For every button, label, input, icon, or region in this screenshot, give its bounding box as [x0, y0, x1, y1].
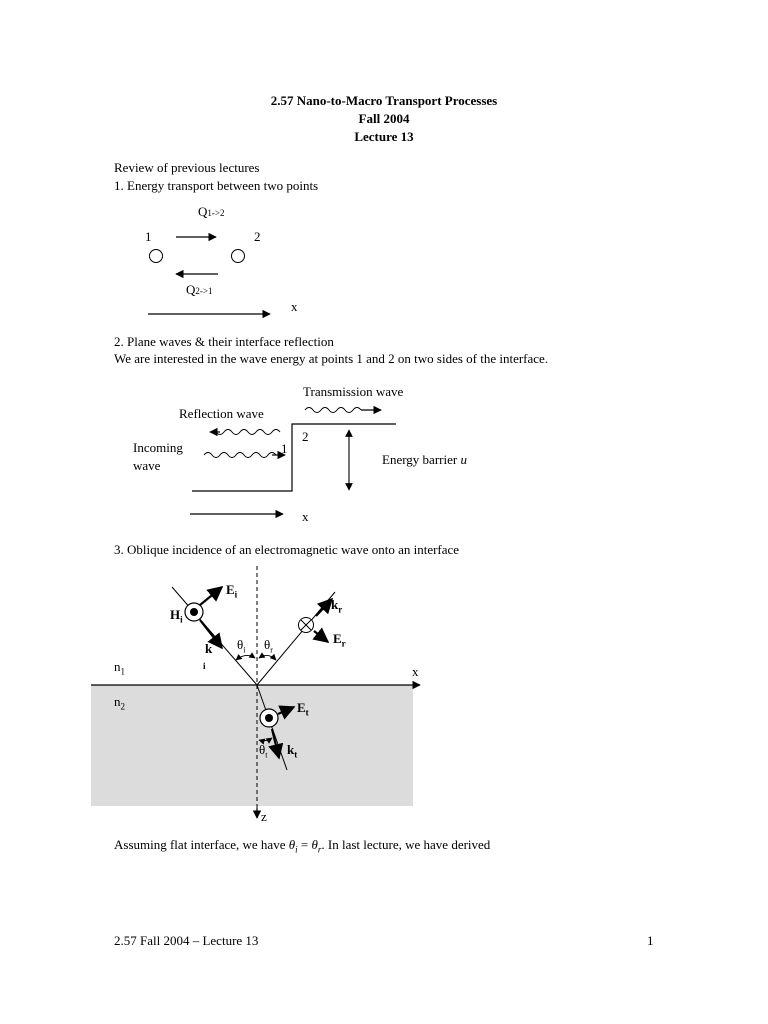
label-Ei: $E_i$ [226, 582, 238, 600]
section2-text: We are interested in the wave energy at points 1 and 2 on two sides of the interface. [114, 351, 549, 366]
label-point2-wave: 2 [302, 429, 309, 444]
label-theta-r: $\theta_r$ [264, 637, 273, 655]
medium-n2-region [91, 685, 413, 806]
theta-r-arc [259, 655, 276, 660]
title-line-lecture: Lecture 13 [354, 129, 414, 144]
label-Er: $E_r$ [333, 631, 346, 649]
label-z-axis: z [261, 809, 267, 824]
label-q12: Q1->2 [198, 204, 225, 219]
incident-ray [172, 587, 257, 685]
label-point2: 2 [254, 229, 261, 244]
section3-heading: 3. Oblique incidence of an electromagnetic wave onto an interface [114, 542, 460, 557]
label-incoming-1: Incoming [133, 440, 183, 455]
page-number: 1 [647, 933, 654, 948]
label-n1: $n_1$ [114, 659, 125, 677]
label-point1-wave: 1 [281, 441, 288, 456]
label-transmission: Transmission wave [303, 384, 404, 399]
label-ki-sub: i [203, 661, 206, 671]
title-line-course: 2.57 Nano-to-Macro Transport Processes [270, 93, 498, 108]
theta-i-symbol: $\theta_i$ [288, 837, 298, 855]
label-theta-i: $\theta_i$ [237, 637, 246, 655]
section1-heading: 1. Energy transport between two points [114, 178, 319, 193]
label-ki: k [205, 641, 213, 656]
label-q21: Q2->1 [186, 282, 213, 297]
label-n2: $n_2$ [114, 694, 125, 712]
title-line-term: Fall 2004 [358, 111, 410, 126]
label-Et: $E_t$ [297, 700, 309, 718]
theta-i-arc [236, 655, 255, 660]
Ei-vector [200, 587, 222, 605]
conclusion-before: Assuming flat interface, we have [114, 837, 286, 852]
Ht-dot [265, 714, 273, 722]
conclusion-after: . In last lecture, we have derived [321, 837, 491, 852]
section2-heading: 2. Plane waves & their interface reflection [114, 334, 334, 349]
label-x-axis-3: x [412, 664, 419, 679]
label-incoming-2: wave [133, 458, 161, 473]
label-Hi: $H_i$ [170, 607, 183, 625]
conclusion-text [114, 836, 490, 859]
label-theta-t: $\theta_t$ [259, 742, 268, 760]
label-point1: 1 [145, 229, 152, 244]
footer-left: 2.57 Fall 2004 – Lecture 13 [114, 933, 259, 948]
review-heading: Review of previous lectures [114, 160, 260, 175]
Hi-dot [190, 608, 198, 616]
label-x-axis-1: x [291, 299, 298, 314]
label-x-axis-2: x [302, 509, 309, 524]
kr-vector [316, 599, 332, 616]
label-kt: $k_t$ [287, 742, 298, 760]
theta-r-symbol: $\theta_r$ [311, 837, 322, 855]
Er-vector [314, 631, 328, 642]
label-reflection: Reflection wave [179, 406, 264, 421]
equals-sign: = [300, 837, 309, 852]
label-energy-barrier: Energy barrier u [382, 452, 467, 467]
label-kr: $k_r$ [331, 597, 343, 615]
